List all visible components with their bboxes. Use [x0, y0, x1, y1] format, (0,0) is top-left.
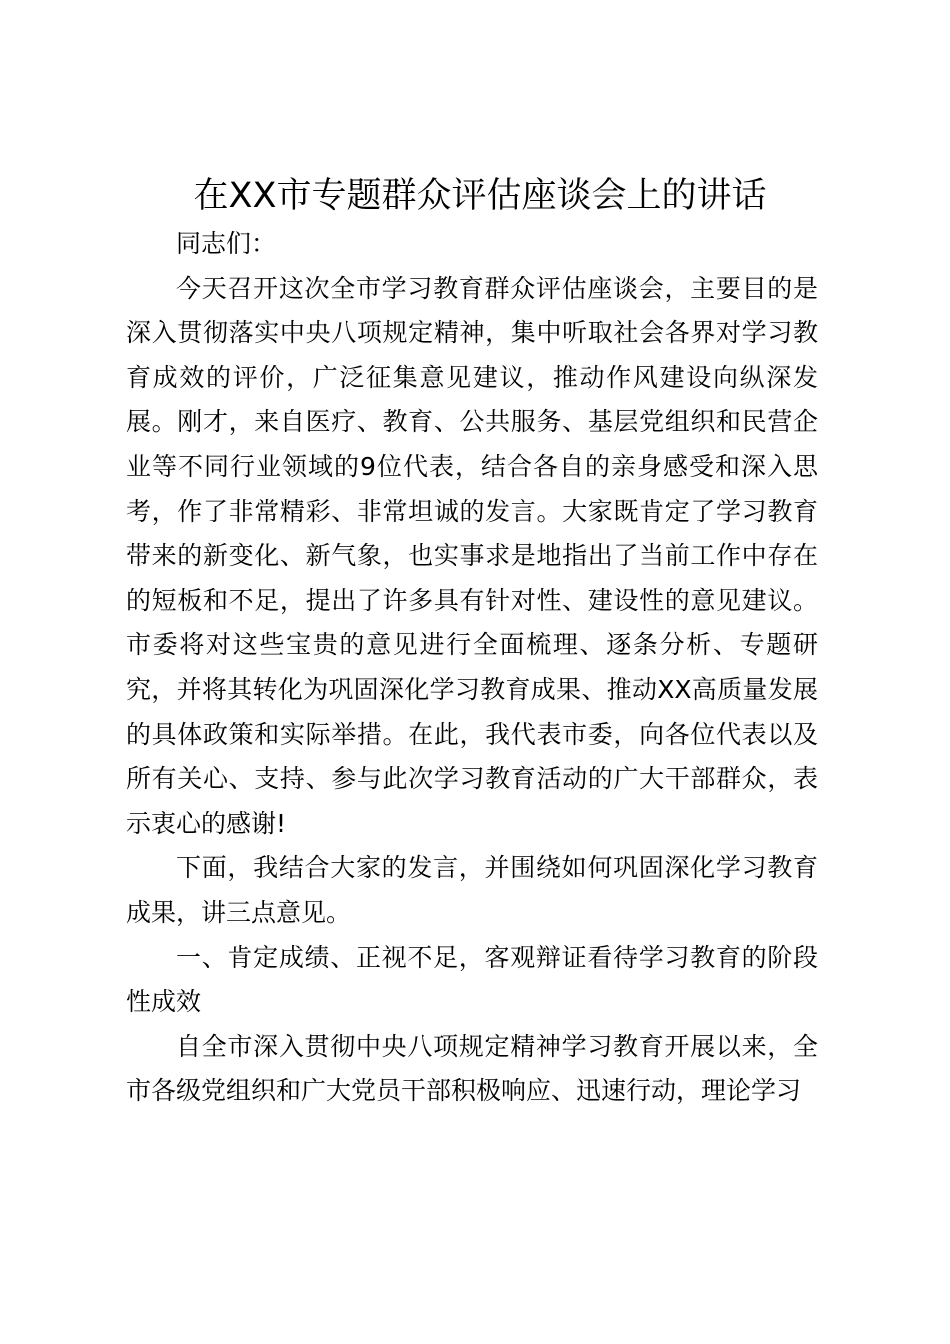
paragraph-section-1: 自全市深入贯彻中央八项规定精神学习教育开展以来，全市各级党组织和广大党员干部积极响应、迅速行动，理论学习 [126, 1031, 818, 1106]
paragraph-outline: 下面，我结合大家的发言，并围绕如何巩固深化学习教育成果，讲三点意见。 [126, 853, 818, 927]
section-heading-1: 一、肯定成绩、正视不足，客观辩证看待学习教育的阶段性成效 [126, 942, 818, 1017]
salutation: 同志们： [176, 229, 277, 258]
paragraph-opening: 今天召开这次全市学习教育群众评估座谈会，主要目的是深入贯彻落实中央八项规定精神，集中听取社会各界对学习教育成效的评价，广泛征集意见建议，推动作风建设向纵深发展。刚才，来自医疗、教育、公共服务、基层党组织和民营企业等不同行业领域的9位代表，结合各自的亲身感受和深入思考，作了非常精彩、非常坦诚的发言。大家既肯定了学习教育带来的新变化、新气象，也实事求是地指出了当前工作中存在的短板和不足，提出了许多具有针对性、建设性的意见建议。市委将对这些宝贵的意见进行全面梳理、逐条分析、专题研究，并将其转化为巩固深化学习教育成果、推动XX高质量发展的具体政策和实际举措。在此，我代表市委，向各位代表以及所有关心、支持、参与此次学习教育活动的广大干部群众，表示衷心的感谢! [126, 273, 818, 838]
document-body [126, 222, 818, 1114]
document-title: 在XX市专题群众评估座谈会上的讲话 [193, 176, 767, 216]
